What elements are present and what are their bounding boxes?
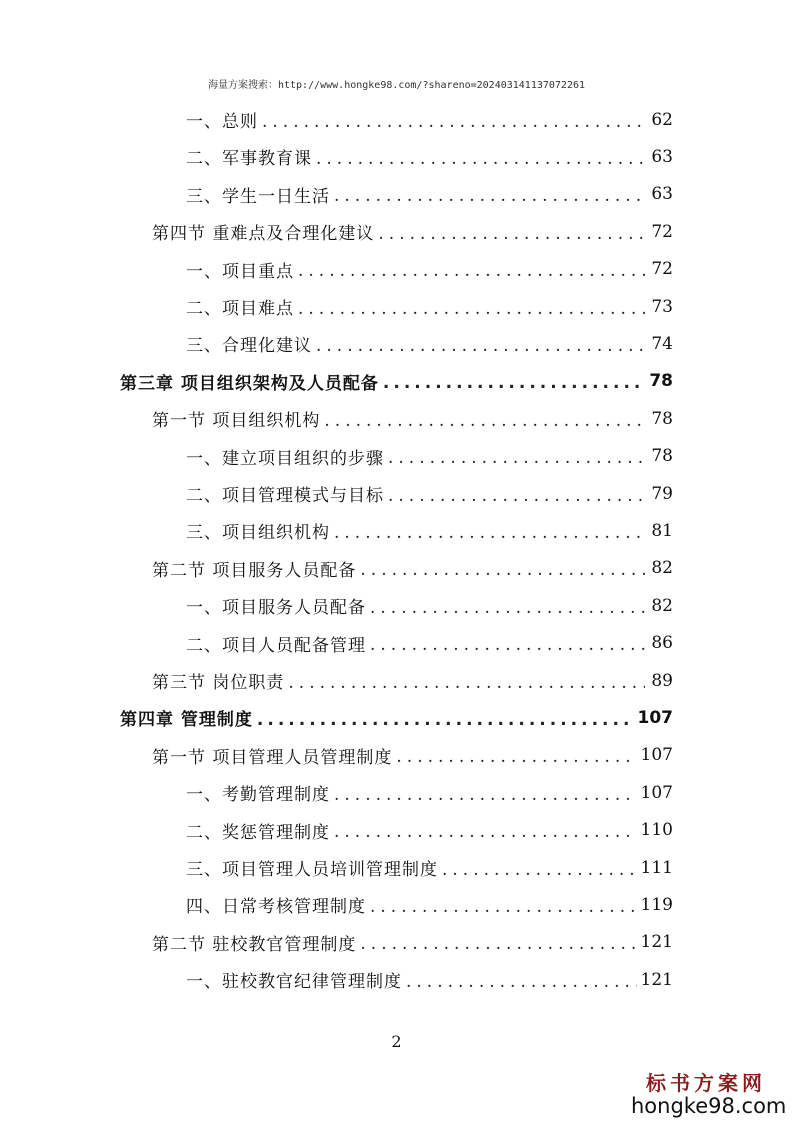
toc-entry-item[interactable]	[186, 961, 673, 998]
toc-entry-page: 121	[640, 932, 673, 953]
toc-leader-dots	[370, 598, 645, 618]
toc-entry-page: 107	[640, 782, 673, 803]
toc-entry-section[interactable]	[152, 662, 673, 699]
site-watermark-logo	[631, 1067, 787, 1118]
toc-leader-dots	[257, 710, 634, 730]
toc-entry-item[interactable]	[186, 812, 673, 849]
toc-entry-item[interactable]	[186, 438, 673, 475]
toc-entry-page: 63	[651, 146, 673, 167]
toc-entry-item[interactable]	[186, 849, 673, 886]
toc-leader-dots	[316, 336, 645, 356]
toc-entry-page: 82	[651, 595, 673, 616]
toc-entry-title: 第一节 项目管理人员管理制度	[152, 747, 393, 768]
toc-entry-section[interactable]	[152, 924, 673, 961]
toc-entry-item[interactable]	[186, 886, 673, 923]
toc-leader-dots	[298, 261, 645, 281]
toc-entry-title: 三、合理化建议	[186, 336, 312, 357]
toc-entry-item[interactable]	[186, 625, 673, 662]
toc-entry-title: 第三节 岗位职责	[152, 673, 285, 693]
watermark-domain: hongke98.com	[631, 1094, 787, 1118]
toc-entry-page: 107	[637, 707, 673, 728]
page-number: 2	[391, 1032, 402, 1051]
toc-entry-page: 110	[640, 820, 673, 841]
toc-entry-page: 119	[640, 894, 673, 915]
toc-leader-dots	[383, 373, 645, 393]
toc-entry-page: 107	[640, 745, 673, 766]
toc-entry-page: 121	[640, 969, 673, 990]
toc-entry-page: 89	[651, 670, 673, 691]
toc-entry-title: 第一节 项目组织机构	[152, 411, 321, 432]
toc-leader-dots	[360, 934, 636, 954]
toc-leader-dots	[370, 897, 637, 917]
toc-leader-dots	[388, 448, 645, 468]
toc-entry-title: 第四章 管理制度	[120, 710, 253, 731]
toc-leader-dots	[262, 112, 645, 132]
toc-entry-title: 一、项目服务人员配备	[186, 598, 366, 619]
toc-entry-page: 74	[651, 333, 673, 354]
toc-leader-dots	[334, 785, 637, 805]
toc-entry-title: 一、驻校教官纪律管理制度	[186, 972, 402, 993]
toc-entry-page: 79	[651, 483, 673, 504]
toc-entry-title: 一、考勤管理制度	[186, 785, 330, 806]
toc-entry-title: 第四节 重难点及合理化建议	[152, 224, 375, 245]
toc-entry-page: 72	[651, 259, 673, 280]
toc-entry-title: 二、项目难点	[186, 299, 294, 319]
toc-entry-title: 第二节 项目服务人员配备	[152, 560, 357, 581]
toc-entry-title: 一、建立项目组织的步骤	[186, 448, 384, 469]
toc-entry-page: 86	[651, 633, 673, 654]
toc-entry-section[interactable]	[152, 213, 673, 250]
toc-entry-title: 一、总则	[186, 112, 258, 132]
toc-entry-page: 63	[651, 184, 673, 205]
header-search-note: 海量方案搜索：http://www.hongke98.com/?shareno=202403141137072261	[207, 80, 586, 91]
toc-leader-dots	[334, 523, 645, 543]
toc-entry-page: 62	[651, 109, 673, 130]
toc-leader-dots	[370, 635, 645, 655]
toc-entry-title: 三、项目管理人员培训管理制度	[186, 860, 438, 880]
toc-entry-title: 一、项目重点	[186, 261, 294, 282]
toc-entry-title: 第二节 驻校教官管理制度	[152, 934, 357, 955]
toc-entry-item[interactable]	[186, 512, 673, 549]
toc-entry-chapter[interactable]	[120, 699, 673, 736]
toc-leader-dots	[316, 149, 645, 169]
toc-leader-dots	[388, 486, 645, 506]
toc-leader-dots	[406, 972, 637, 992]
toc-entry-title: 三、项目组织机构	[186, 523, 330, 544]
toc-leader-dots	[288, 673, 645, 693]
toc-entry-item[interactable]	[186, 587, 673, 624]
toc-entry-page: 82	[651, 558, 673, 579]
toc-entry-chapter[interactable]	[120, 363, 673, 400]
toc-entry-page: 73	[651, 296, 673, 317]
toc-entry-title: 二、军事教育课	[186, 149, 312, 170]
toc-leader-dots	[360, 560, 645, 580]
toc-entry-item[interactable]	[186, 288, 673, 325]
toc-entry-item[interactable]	[186, 101, 673, 138]
toc-entry-page: 81	[651, 520, 673, 541]
toc-entry-section[interactable]	[152, 737, 673, 774]
toc-entry-page: 78	[651, 446, 673, 467]
toc-entry-section[interactable]	[152, 550, 673, 587]
toc-leader-dots	[396, 747, 636, 767]
toc-leader-dots	[334, 822, 637, 842]
toc-entry-title: 第三章 项目组织架构及人员配备	[120, 373, 379, 394]
toc-entry-item[interactable]	[186, 138, 673, 175]
toc-entry-page: 72	[651, 221, 673, 242]
toc-leader-dots	[324, 411, 645, 431]
toc-leader-dots	[378, 224, 645, 244]
toc-leader-dots	[442, 860, 637, 880]
toc-entry-item[interactable]	[186, 774, 673, 811]
toc-entry-title: 二、项目人员配备管理	[186, 635, 366, 656]
toc-entry-item[interactable]	[186, 475, 673, 512]
toc-entry-title: 三、学生一日生活	[186, 186, 330, 207]
toc-entry-page: 78	[651, 408, 673, 429]
toc-entry-item[interactable]	[186, 325, 673, 362]
toc-entry-item[interactable]	[186, 176, 673, 213]
toc-entry-title: 二、奖惩管理制度	[186, 822, 330, 843]
toc-entry-title: 二、项目管理模式与目标	[186, 486, 384, 506]
toc-leader-dots	[298, 299, 645, 319]
toc-entry-page: 111	[640, 857, 673, 878]
toc-entry-section[interactable]	[152, 400, 673, 437]
toc-leader-dots	[334, 186, 645, 206]
toc-entry-item[interactable]	[186, 251, 673, 288]
watermark-title: 标书方案网	[646, 1071, 766, 1095]
toc-entry-title: 四、日常考核管理制度	[186, 897, 366, 918]
toc-entry-page: 78	[649, 371, 673, 392]
